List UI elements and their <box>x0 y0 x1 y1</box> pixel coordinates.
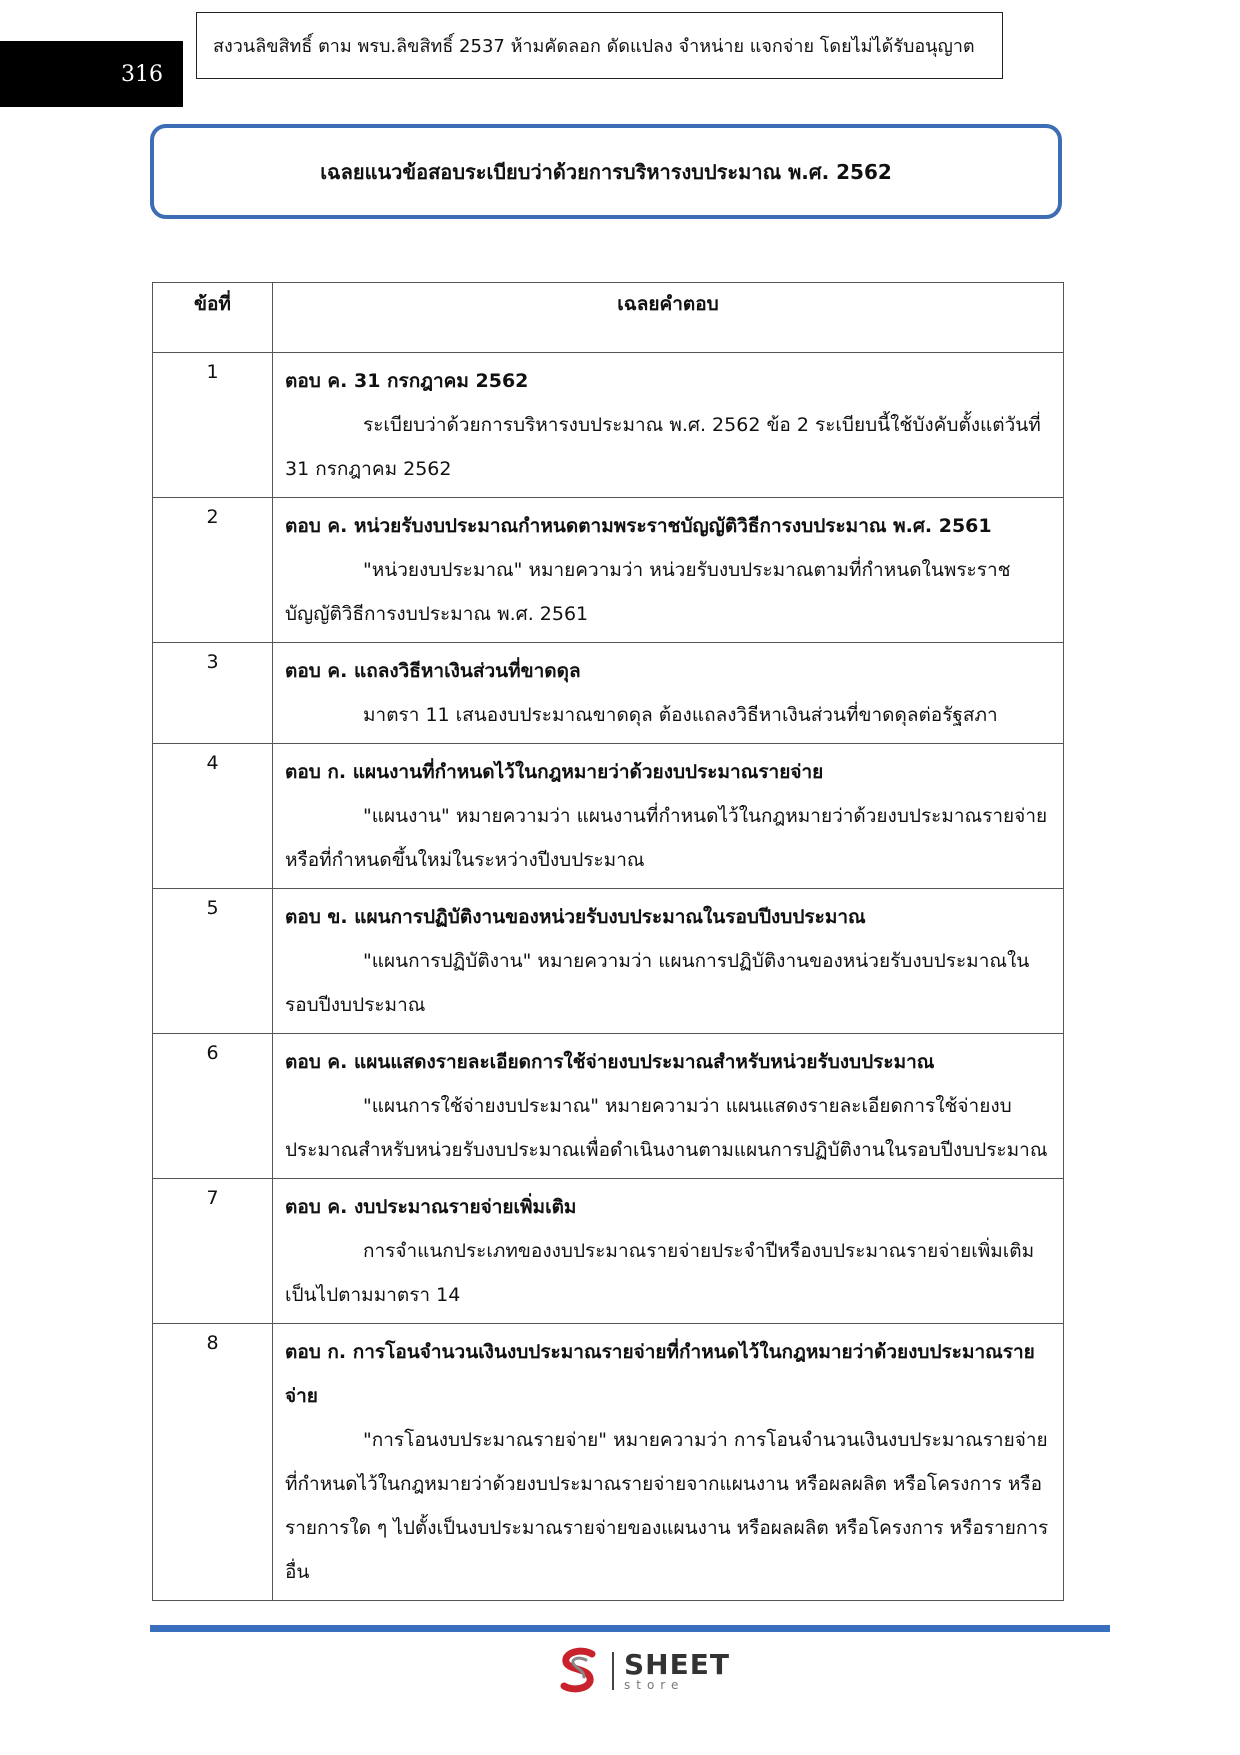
copyright-text: สงวนลิขสิทธิ์ ตาม พรบ.ลิขสิทธิ์ 2537 ห้ามคัดลอก ดัดแปลง จำหน่าย แจกจ่าย โดยไม่ได้รับอนุญาต <box>213 36 975 57</box>
answer-choice: ตอบ ค. งบประมาณรายจ่ายเพิ่มเติม <box>285 1196 577 1218</box>
page-number <box>0 41 183 107</box>
logo-separator <box>612 1652 614 1690</box>
answer-cell <box>273 498 1064 643</box>
answer-cell <box>273 643 1064 744</box>
logo-brand-text: SHEET <box>624 1648 730 1681</box>
answer-explanation: "แผนการปฏิบัติงาน" หมายความว่า แผนการปฏิบัติงานของหน่วยรับงบประมาณในรอบปีงบประมาณ <box>285 950 1030 1016</box>
logo-sub-text: store <box>624 1678 685 1692</box>
sheet-store-logo <box>556 1646 730 1696</box>
table-row <box>153 889 1064 1034</box>
table-row <box>153 353 1064 498</box>
question-number: 6 <box>153 1034 273 1179</box>
answer-explanation: "แผนงาน" หมายความว่า แผนงานที่กำหนดไว้ในกฎหมายว่าด้วยงบประมาณรายจ่ายหรือที่กำหนดขึ้นใหม่ในระหว่างปีงบประมาณ <box>285 805 1048 871</box>
answer-cell <box>273 1324 1064 1601</box>
answer-explanation: การจำแนกประเภทของงบประมาณรายจ่ายประจำปีหรืองบประมาณรายจ่ายเพิ่มเติม เป็นไปตามมาตรา 14 <box>285 1240 1035 1306</box>
answer-cell <box>273 744 1064 889</box>
answer-cell <box>273 1034 1064 1179</box>
copyright-notice <box>196 12 1003 79</box>
header-question-number: ข้อที่ <box>153 283 273 353</box>
answer-explanation: "หน่วยงบประมาณ" หมายความว่า หน่วยรับงบประมาณตามที่กำหนดในพระราชบัญญัติวิธีการงบประมาณ พ.ศ. 2561 <box>285 559 1011 625</box>
answer-choice: ตอบ ก. แผนงานที่กำหนดไว้ในกฎหมายว่าด้วยงบประมาณรายจ่าย <box>285 761 824 783</box>
table-row <box>153 1034 1064 1179</box>
table-row <box>153 1179 1064 1324</box>
answer-cell <box>273 889 1064 1034</box>
answer-cell <box>273 353 1064 498</box>
answer-table <box>152 282 1064 1601</box>
page-title-box <box>150 124 1062 219</box>
table-row <box>153 744 1064 889</box>
question-number: 1 <box>153 353 273 498</box>
answer-explanation: มาตรา 11 เสนองบประมาณขาดดุล ต้องแถลงวิธีหาเงินส่วนที่ขาดดุลต่อรัฐสภา <box>363 704 998 726</box>
answer-cell <box>273 1179 1064 1324</box>
answer-explanation: ระเบียบว่าด้วยการบริหารงบประมาณ พ.ศ. 2562 ข้อ 2 ระเบียบนี้ใช้บังคับตั้งแต่วันที่ 31 กรกฎาคม 2562 <box>285 414 1041 480</box>
table-row <box>153 1324 1064 1601</box>
table-row <box>153 643 1064 744</box>
question-number: 3 <box>153 643 273 744</box>
question-number: 7 <box>153 1179 273 1324</box>
page-title: เฉลยแนวข้อสอบระเบียบว่าด้วยการบริหารงบประมาณ พ.ศ. 2562 <box>320 159 892 184</box>
question-number: 5 <box>153 889 273 1034</box>
page-number-text: 316 <box>121 61 163 87</box>
answer-choice: ตอบ ค. แถลงวิธีหาเงินส่วนที่ขาดดุล <box>285 660 581 682</box>
question-number: 4 <box>153 744 273 889</box>
answer-choice: ตอบ ก. การโอนจำนวนเงินงบประมาณรายจ่ายที่กำหนดไว้ในกฎหมายว่าด้วยงบประมาณรายจ่าย <box>285 1341 1035 1407</box>
table-header-row <box>153 283 1064 353</box>
answer-explanation: "การโอนงบประมาณรายจ่าย" หมายความว่า การโอนจำนวนเงินงบประมาณรายจ่ายที่กำหนดไว้ในกฎหมายว่าด้วยงบประมาณรายจ่ายจากแผนงาน หรือผลผลิต หรือโครงการ หรือรายการใด ๆ ไปตั้งเป็นงบประมาณรายจ่ายของแผนงาน หรือผลผลิต หรือโครงการ หรือรายการอื่น <box>285 1429 1049 1583</box>
footer-divider <box>150 1625 1110 1632</box>
header-answer: เฉลยคำตอบ <box>273 283 1064 353</box>
answer-choice: ตอบ ค. 31 กรกฎาคม 2562 <box>285 370 529 392</box>
answer-choice: ตอบ ค. หน่วยรับงบประมาณกำหนดตามพระราชบัญญัติวิธีการงบประมาณ พ.ศ. 2561 <box>285 515 992 537</box>
answer-explanation: "แผนการใช้จ่ายงบประมาณ" หมายความว่า แผนแสดงรายละเอียดการใช้จ่ายงบประมาณสำหรับหน่วยรับงบประมาณเพื่อดำเนินงานตามแผนการปฏิบัติงานในรอบปีงบประมาณ <box>285 1095 1048 1161</box>
answer-choice: ตอบ ค. แผนแสดงรายละเอียดการใช้จ่ายงบประมาณสำหรับหน่วยรับงบประมาณ <box>285 1051 935 1073</box>
logo-s-icon <box>556 1646 602 1696</box>
question-number: 2 <box>153 498 273 643</box>
answer-choice: ตอบ ข. แผนการปฏิบัติงานของหน่วยรับงบประมาณในรอบปีงบประมาณ <box>285 906 866 928</box>
table-row <box>153 498 1064 643</box>
question-number: 8 <box>153 1324 273 1601</box>
